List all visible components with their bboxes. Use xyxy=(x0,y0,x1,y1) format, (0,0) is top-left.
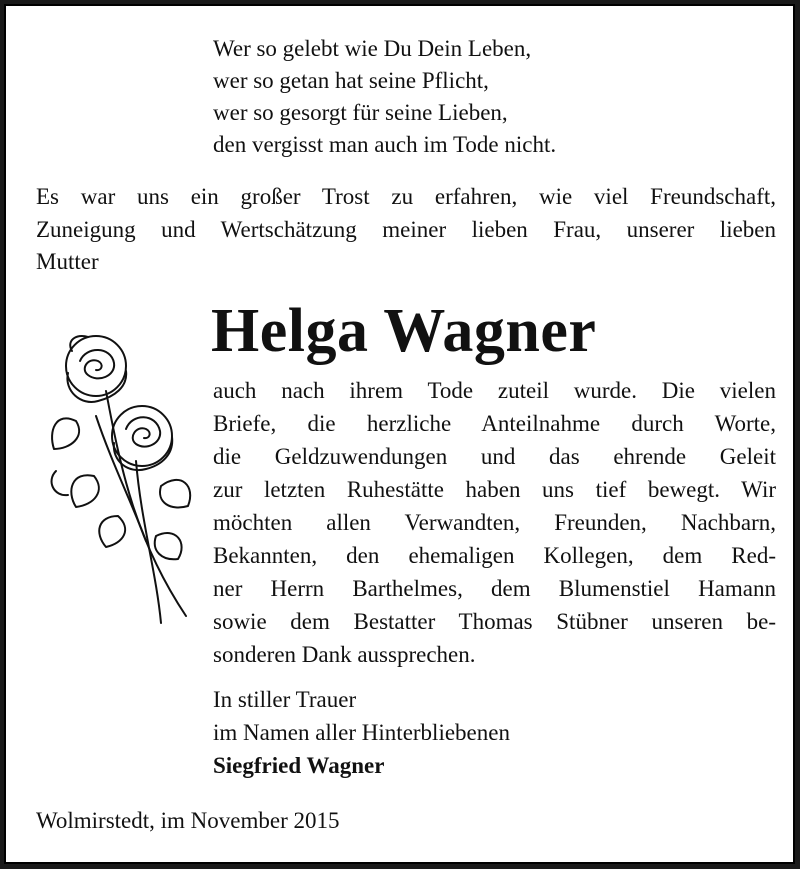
body-line: sonderen Dank aussprechen. xyxy=(213,642,476,667)
obituary-card xyxy=(4,4,795,864)
signer-name: Siegfried Wagner xyxy=(213,753,385,778)
body-line: ner Herrn Barthelmes, dem Blumenstiel Hamann xyxy=(213,576,776,601)
poem-line: wer so getan hat seine Pflicht, xyxy=(213,68,489,93)
poem-line: wer so gesorgt für seine Lieben, xyxy=(213,100,508,125)
intro-line: Mutter xyxy=(36,249,99,274)
body-line: die Geldzuwendungen und das ehrende Geleit xyxy=(213,444,776,469)
place-date: Wolmirstedt, im November 2015 xyxy=(36,808,340,833)
body-line: auch nach ihrem Tode zuteil wurde. Die vielen xyxy=(213,378,776,403)
poem-line: Wer so gelebt wie Du Dein Leben, xyxy=(213,36,532,61)
body-line: sowie dem Bestatter Thomas Stübner unseren be- xyxy=(213,609,776,634)
intro-line: Zuneigung und Wertschätzung meiner lieben Frau, unserer lieben xyxy=(36,217,776,242)
signature-line: im Namen aller Hinterbliebenen xyxy=(213,720,510,745)
body-line: Bekannten, den ehemaligen Kollegen, dem Red- xyxy=(213,543,776,568)
signature-line: In stiller Trauer xyxy=(213,687,357,712)
body-line: möchten allen Verwandten, Freunden, Nachbarn, xyxy=(213,510,776,535)
body-line: Briefe, die herzliche Anteilnahme durch Worte, xyxy=(213,411,776,436)
deceased-name: Helga Wagner xyxy=(211,297,597,365)
intro-line: Es war uns ein großer Trost zu erfahren, wie viel Freundschaft, xyxy=(36,184,776,209)
rose-icon xyxy=(36,311,196,631)
body-line: zur letzten Ruhestätte haben uns tief bewegt. Wir xyxy=(213,477,776,502)
poem-line: den vergisst man auch im Tode nicht. xyxy=(213,132,557,157)
